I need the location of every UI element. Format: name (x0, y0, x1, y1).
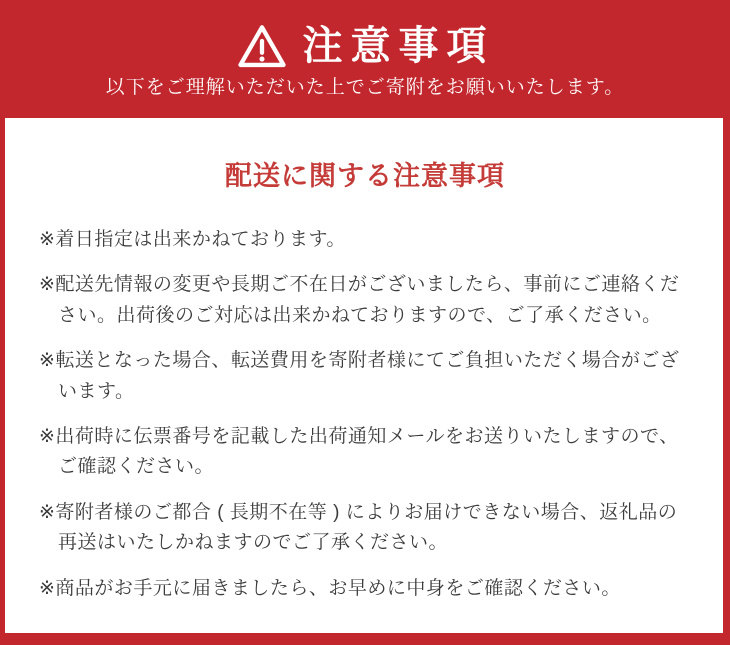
note-item (39, 270, 691, 331)
note-text: 商品がお手元に届きましたら、お早めに中身をご確認ください。 (55, 577, 621, 599)
note-item (39, 225, 691, 255)
note-marker: ※ (39, 350, 56, 372)
note-marker: ※ (39, 425, 56, 447)
note-marker: ※ (39, 274, 56, 296)
note-item (39, 346, 691, 407)
note-text: 着日指定は出来かねております。 (55, 229, 346, 250)
note-text: 配送先情報の変更や長期ご不在日がございましたら、事前にご連絡ください。出荷後のご対応は出来かねておりますので、ご了承ください。 (55, 274, 680, 326)
note-text: 転送となった場合、転送費用を寄附者様にてご負担いただく場合がございます。 (55, 350, 680, 402)
notice-header (0, 0, 730, 118)
notes-list (39, 225, 691, 604)
note-text: 寄附者様のご都合 ( 長期不在等 ) によりお届けできない場合、返礼品の再送はいたしかねますのでご了承ください。 (55, 501, 678, 554)
section-title: 配送に関する注意事項 (225, 161, 505, 191)
note-item (39, 422, 691, 483)
warning-triangle-icon (236, 23, 288, 70)
note-item (39, 498, 691, 559)
notice-body-panel (5, 118, 723, 633)
note-marker: ※ (39, 229, 56, 250)
notice-subtitle: 以下をご理解いただいた上でご寄附をお願いいたします。 (105, 76, 625, 98)
note-text: 出荷時に伝票番号を記載した出荷通知メールをお送りいたしますので、ご確認ください。 (55, 425, 679, 478)
note-marker: ※ (39, 501, 56, 523)
note-item (39, 574, 691, 604)
header-title-row (236, 23, 495, 70)
note-marker: ※ (39, 577, 56, 599)
notice-title: 注意事項 (302, 24, 495, 69)
